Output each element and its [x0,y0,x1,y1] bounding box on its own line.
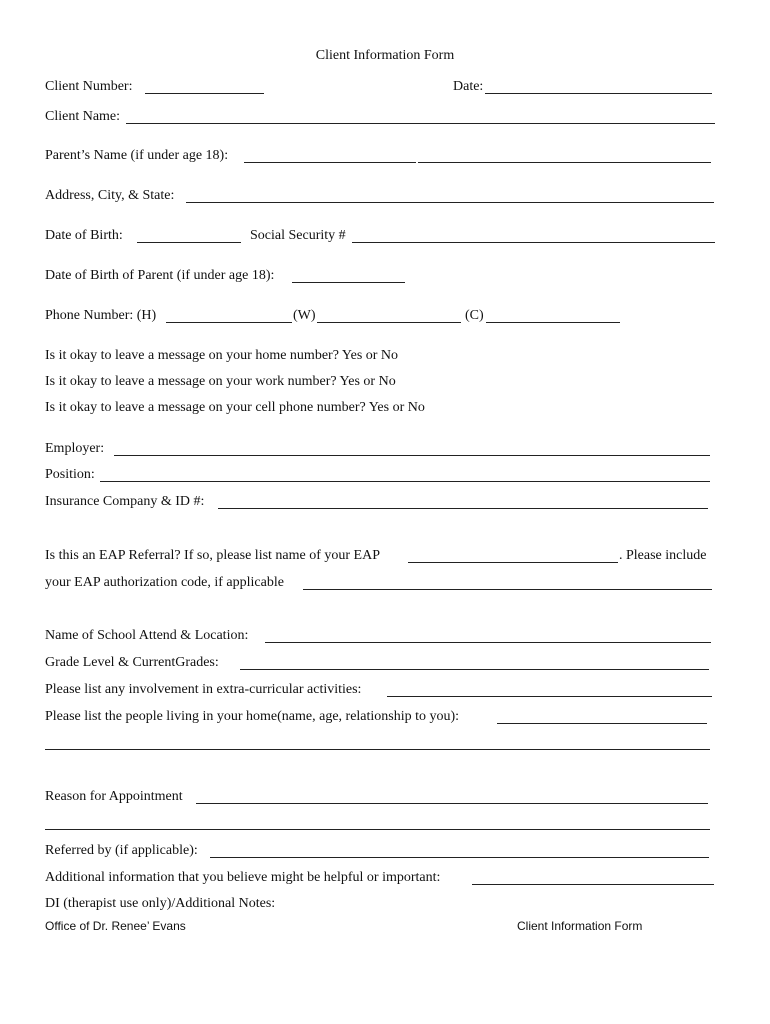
eap-question: Is this an EAP Referral? If so, please list name of your EAP [45,548,381,563]
address-label: Address, City, & State: [45,188,175,203]
grade-label: Grade Level & CurrentGrades: [45,655,219,670]
msg-cell-question: Is it okay to leave a message on your cell phone number? Yes or No [45,400,425,415]
additional-label: Additional information that you believe might be helpful or important: [45,870,441,885]
phone-work-field[interactable] [317,322,461,323]
client-name-field[interactable] [126,123,715,124]
address-field[interactable] [186,202,714,203]
footer-office: Office of Dr. Renee’ Evans [45,919,186,933]
employer-field[interactable] [114,455,710,456]
parent-dob-label: Date of Birth of Parent (if under age 18): [45,268,275,283]
people-field-2[interactable] [45,749,710,750]
footer-form-name: Client Information Form [517,919,643,933]
msg-home-question: Is it okay to leave a message on your home number? Yes or No [45,348,399,363]
ssn-label: Social Security # [250,228,346,243]
msg-work-question: Is it okay to leave a message on your work number? Yes or No [45,374,396,389]
referred-label: Referred by (if applicable): [45,843,198,858]
insurance-field[interactable] [218,508,708,509]
phone-home-label: Phone Number: (H) [45,308,157,323]
activities-field[interactable] [387,696,712,697]
date-field[interactable] [485,93,712,94]
parent-name-label: Parent’s Name (if under age 18): [45,148,229,163]
parent-name-field-2[interactable] [418,162,711,163]
eap-auth-label: your EAP authorization code, if applicable [45,575,284,590]
activities-label: Please list any involvement in extra-curricular activities: [45,682,362,697]
school-field[interactable] [265,642,711,643]
parent-dob-field[interactable] [292,282,405,283]
client-number-field[interactable] [145,93,264,94]
client-number-label: Client Number: [45,79,133,94]
people-label: Please list the people living in your home(name, age, relationship to you): [45,709,460,724]
dob-field[interactable] [137,242,241,243]
eap-auth-field[interactable] [303,589,712,590]
insurance-label: Insurance Company & ID #: [45,494,205,509]
date-label: Date: [453,79,484,94]
phone-work-label: (W) [293,308,316,323]
reason-label: Reason for Appointment [45,789,183,804]
ssn-field[interactable] [352,242,715,243]
di-label: DI (therapist use only)/Additional Notes: [45,896,276,911]
people-field[interactable] [497,723,707,724]
position-label: Position: [45,467,95,482]
form-title: Client Information Form [315,48,455,63]
reason-field[interactable] [196,803,708,804]
phone-cell-label: (C) [465,308,484,323]
position-field[interactable] [100,481,710,482]
school-label: Name of School Attend & Location: [45,628,249,643]
phone-cell-field[interactable] [486,322,620,323]
dob-label: Date of Birth: [45,228,123,243]
eap-include-text: . Please include [619,548,707,563]
parent-name-field[interactable] [244,162,416,163]
referred-field[interactable] [210,857,709,858]
additional-field[interactable] [472,884,714,885]
reason-field-2[interactable] [45,829,710,830]
employer-label: Employer: [45,441,105,456]
client-name-label: Client Name: [45,109,121,124]
phone-home-field[interactable] [166,322,292,323]
eap-name-field[interactable] [408,562,618,563]
grade-field[interactable] [240,669,709,670]
